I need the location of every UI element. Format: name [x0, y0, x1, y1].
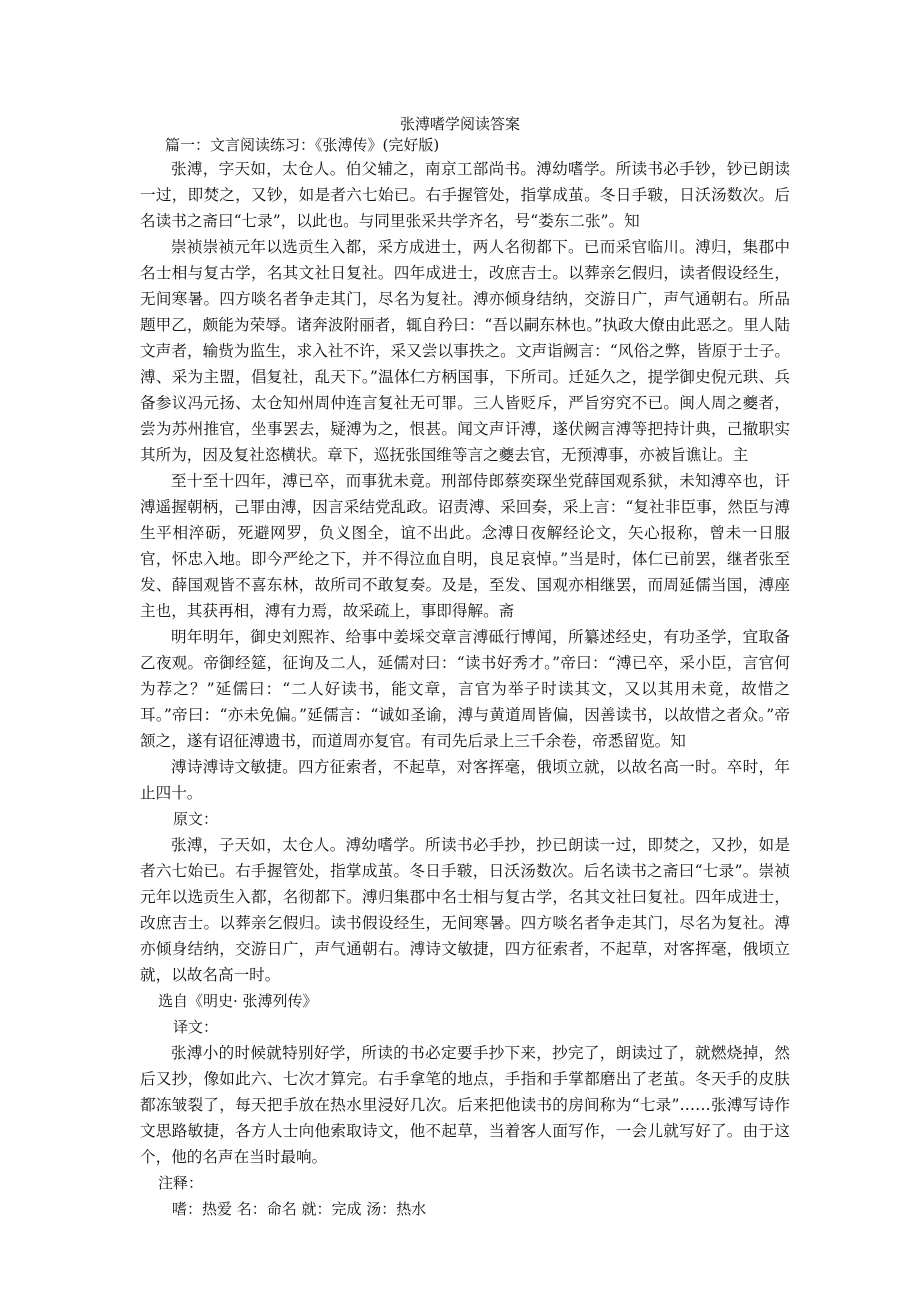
source-label: 选自《明史· 张溥列传》	[158, 992, 318, 1010]
section-heading: 篇一：文言阅读练习：《张溥传》(完好版)	[165, 136, 440, 154]
document-title: 张溥嗜学阅读答案	[399, 115, 520, 133]
paragraph-4: 明年明年，御史刘熙祚、给事中姜埰交章言溥砥行博闻，所纂述经史，有功圣学，宜取备乙夜观。帝御经筵，征询及二人，延儒对曰：“读书好秀才。”帝曰：“溥已卒，采小臣，言官何为荐之？”延儒曰：“二人好读书，能文章，言官为举子时读其文，又以其用未竟，故惜之耳。”帝曰：“亦未免偏。”延儒言：“诚如圣谕，溥与黄道周皆偏，因善读书，以故惜之者众。”帝颔之，遂有诏征溥遗书，而道周亦复官。有司先后录上三千余卷，帝悉留览。知	[140, 628, 790, 750]
original-label: 原文：	[173, 810, 219, 828]
paragraph-1: 张溥，字天如，太仓人。伯父辅之，南京工部尚书。溥幼嗜学。所读书必手钞，钞已朗读一过，即焚之，又钞，如是者六七始已。右手握管处，指掌成茧。冬日手皲，日沃汤数次。后名读书之斋曰“七录”，以此也。与同里张采共学齐名，号“娄东二张”。知	[140, 160, 790, 230]
paragraph-3: 至十至十四年，溥已卒，而事犹未竟。刑部侍郎蔡奕琛坐党薛国观系狱，未知溥卒也，讦溥遥握朝柄，己罪由溥，因言采结党乱政。诏责溥、采回奏，采上言：“复社非臣事，然臣与溥生平相淬砺，死避网罗，负义图全，谊不出此。念溥日夜解经论文，矢心报称，曾未一日服官，怀忠入地。即今严纶之下，并不得泣血自明，良足哀悼。”当是时，体仁已前罢，继者张至发、薛国观皆不喜东林，故所司不敢复奏。及是，至发、国观亦相继罢，而周延儒当国，溥座主也，其获再相，溥有力焉，故采疏上，事即得解。斋	[140, 472, 790, 620]
paragraph-2: 崇祯崇祯元年以选贡生入都，采方成进士，两人名彻都下。已而采官临川。溥归，集郡中名士相与复古学，名其文社日复社。四年成进士，改庶吉士。以葬亲乞假归，读者假设经生，无间寒暑。四方啖名者争走其门，尽名为复社。溥亦倾身结纳，交游日广，声气通朝右。所品题甲乙，颇能为荣辱。诸奔波附丽者，辄自矜曰：“吾以嗣东林也。”执政大僚由此恶之。里人陆文声者，输赀为监生，求入社不许，采又尝以事抶之。文声诣阙言：“风俗之弊，皆原于士子。溥、采为主盟，倡复社，乱天下。”温体仁方柄国事，下所司。迁延久之，提学御史倪元珙、兵备参议冯元扬、太仓知州周仲连言复社无可罪。三人皆贬斥，严旨穷究不已。闽人周之夔者，尝为苏州推官，坐事罢去，疑溥为之，恨甚。闻文声讦溥，遂伏阙言溥等把持计典，己撤职实其所为，因及复社恣横状。章下，巡抚张国维等言之夔去官，无预溥事，亦被旨谯让。主	[140, 238, 790, 464]
notes-text: 嗜：热爱 名：命名 就：完成 汤：热水	[172, 1200, 427, 1218]
notes-label: 注释：	[158, 1174, 204, 1192]
document-body	[140, 134, 790, 1222]
paragraph-5: 溥诗溥诗文敏捷。四方征索者，不起草，对客挥毫，俄顷立就，以故名高一时。卒时，年止四十。	[140, 758, 790, 802]
original-text: 张溥，子天如，太仓人。溥幼嗜学。所读书必手抄，抄已朗读一过，即焚之，又抄，如是者六七始已。右手握管处，指掌成茧。冬日手皲，日沃汤数次。后名读书之斋曰“七录”。崇祯元年以选贡生入都，名彻都下。溥归集郡中名士相与复古学，名其文社曰复社。四年成进士，改庶吉士。以葬亲乞假归。读书假设经生，无间寒暑。四方啖名者争走其门，尽名为复社。溥亦倾身结纳，交游日广，声气通朝右。溥诗文敏捷，四方征索者，不起草，对客挥毫，俄顷立就，以故名高一时。	[140, 836, 790, 984]
translation-label: 译文：	[173, 1018, 219, 1036]
translation-text: 张溥小的时候就特别好学，所读的书必定要手抄下来，抄完了，朗读过了，就燃烧掉，然后又抄，像如此六、七次才算完。右手拿笔的地点，手指和手掌都磨出了老茧。冬天手的皮肤都冻皱裂了，每天把手放在热水里浸好几次。后来把他读书的房间称为“七录”……张溥写诗作文思路敏捷，各方人士向他索取诗文，他不起草，当着客人面写作，一会儿就写好了。由于这个，他的名声在当时最响。	[140, 1044, 790, 1166]
